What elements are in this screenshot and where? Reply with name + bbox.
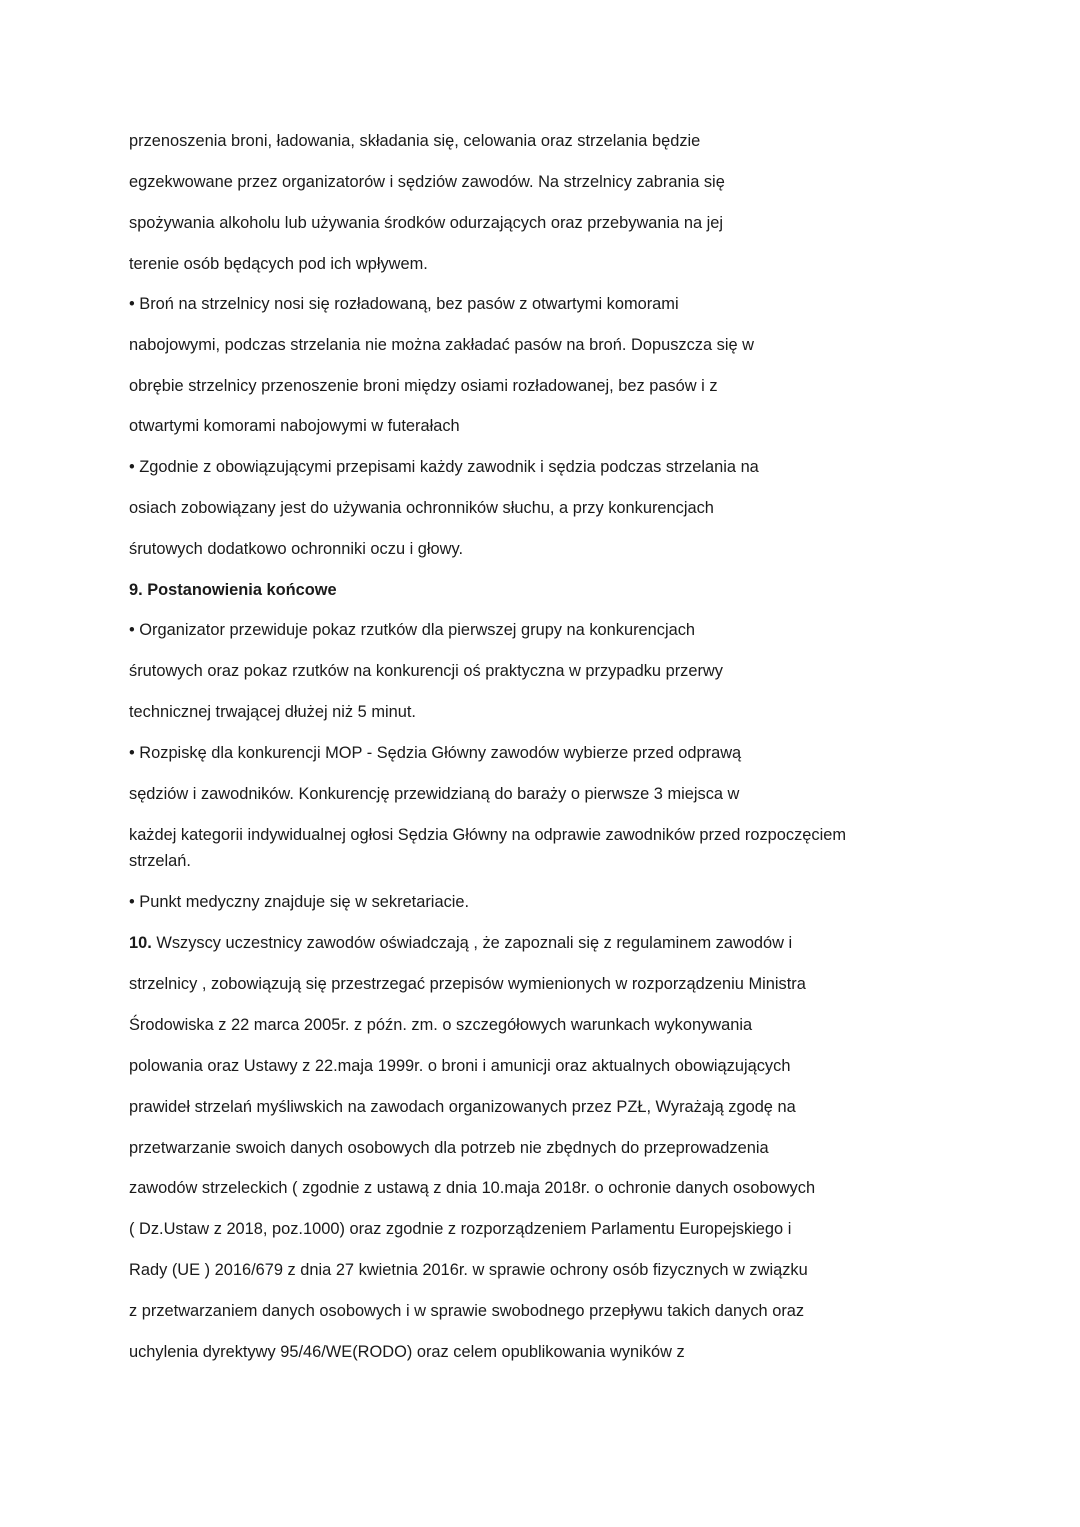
text-line: przenoszenia broni, ładowania, składania się, celowania oraz strzelania będzie: [129, 132, 701, 150]
text-line: Środowiska z 22 marca 2005r. z późn. zm. o szczegółowych warunkach wykonywania: [129, 1016, 753, 1034]
text-line: śrutowych dodatkowo ochronniki oczu i głowy.: [129, 540, 464, 558]
text-line: uchylenia dyrektywy 95/46/WE(RODO) oraz celem opublikowania wyników z: [129, 1343, 685, 1361]
text-line: egzekwowane przez organizatorów i sędziów zawodów. Na strzelnicy zabrania się: [129, 173, 725, 191]
text-line: osiach zobowiązany jest do używania ochronników słuchu, a przy konkurencjach: [129, 499, 714, 517]
text-line: z przetwarzaniem danych osobowych i w sprawie swobodnego przepływu takich danych oraz: [129, 1302, 805, 1320]
paragraph-number: 10.: [129, 934, 152, 952]
text-line: ( Dz.Ustaw z 2018, poz.1000) oraz zgodnie z rozporządzeniem Parlamentu Europejskiego i: [129, 1220, 792, 1238]
text-line: śrutowych oraz pokaz rzutków na konkurencji oś praktyczna w przypadku przerwy: [129, 662, 723, 680]
bullet-item: • Rozpiskę dla konkurencji MOP - Sędzia Główny zawodów wybierze przed odprawą: [129, 744, 742, 762]
text-line: otwartymi komorami nabojowymi w futerałach: [129, 417, 460, 435]
text-line: obrębie strzelnicy przenoszenie broni między osiami rozładowanej, bez pasów i z: [129, 377, 718, 395]
numbered-paragraph: [129, 933, 792, 953]
bullet-item: • Punkt medyczny znajduje się w sekretariacie.: [129, 893, 470, 911]
text-line: Rady (UE ) 2016/679 z dnia 27 kwietnia 2016r. w sprawie ochrony osób fizycznych w związku: [129, 1261, 808, 1279]
text-line: terenie osób będących pod ich wpływem.: [129, 255, 428, 273]
text-line: każdej kategorii indywidualnej ogłosi Sędzia Główny na odprawie zawodników przed rozpoczęciem: [129, 826, 847, 844]
text-line: strzelnicy , zobowiązują się przestrzegać przepisów wymienionych w rozporządzeniu Ministra: [129, 975, 806, 993]
text-line: technicznej trwającej dłużej niż 5 minut.: [129, 703, 416, 721]
text-line: przetwarzanie swoich danych osobowych dla potrzeb nie zbędnych do przeprowadzenia: [129, 1139, 769, 1157]
text-line: sędziów i zawodników. Konkurencję przewidzianą do baraży o pierwsze 3 miejsca w: [129, 785, 740, 803]
bullet-item: • Zgodnie z obowiązującymi przepisami każdy zawodnik i sędzia podczas strzelania na: [129, 458, 759, 476]
text-line: spożywania alkoholu lub używania środków odurzających oraz przebywania na jej: [129, 214, 724, 232]
text-line: polowania oraz Ustawy z 22.maja 1999r. o broni i amunicji oraz aktualnych obowiązujących: [129, 1057, 791, 1075]
text-line: strzelań.: [129, 852, 191, 870]
section-heading: 9. Postanowienia końcowe: [129, 581, 337, 599]
paragraph-text: Wszyscy uczestnicy zawodów oświadczają , że zapoznali się z regulaminem zawodów i: [151, 934, 793, 952]
bullet-item: • Organizator przewiduje pokaz rzutków dla pierwszej grupy na konkurencjach: [129, 621, 696, 639]
text-line: nabojowymi, podczas strzelania nie można zakładać pasów na broń. Dopuszcza się w: [129, 336, 754, 354]
text-line: prawideł strzelań myśliwskich na zawodach organizowanych przez PZŁ, Wyrażają zgodę na: [129, 1098, 796, 1116]
text-line: zawodów strzeleckich ( zgodnie z ustawą z dnia 10.maja 2018r. o ochronie danych osobowych: [129, 1179, 816, 1197]
bullet-item: • Broń na strzelnicy nosi się rozładowaną, bez pasów z otwartymi komorami: [129, 295, 679, 313]
